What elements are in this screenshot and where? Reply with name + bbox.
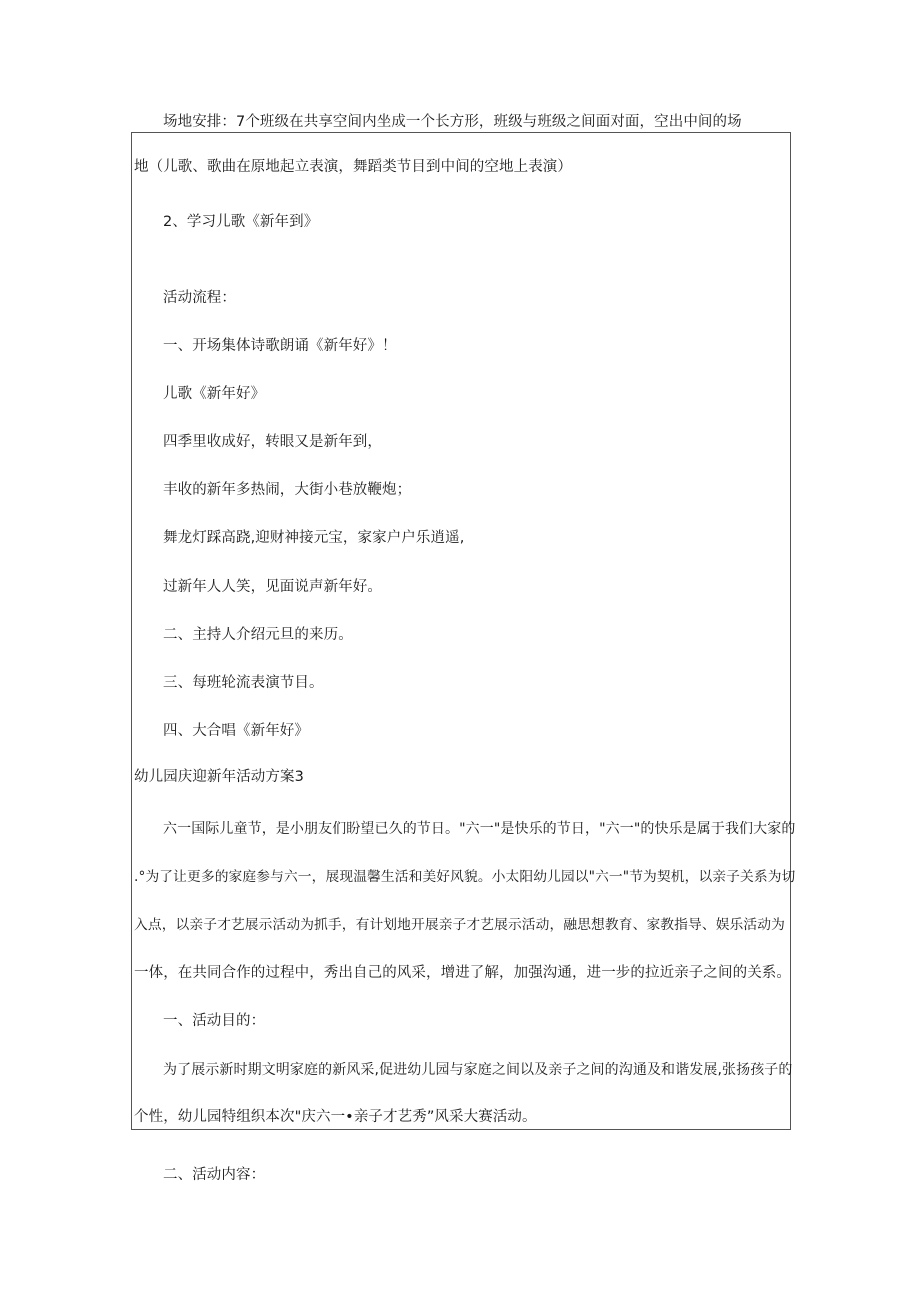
song-verse-2: 丰收的新年多热闹，大街小巷放鞭炮； bbox=[163, 482, 412, 498]
learn-song-heading: 2、学习儿歌《新年到》 bbox=[163, 214, 319, 230]
content-heading: 二、活动内容： bbox=[163, 1167, 266, 1183]
plan-3-title: 幼儿园庆迎新年活动方案3 bbox=[134, 769, 304, 785]
step-four-heading: 四、大合唱《新年好》 bbox=[163, 723, 309, 739]
purpose-paragraph-line-1: 为了展示新时期文明家庭的新风采,促进幼儿园与家庭之间以及亲子之间的沟通及和谐发展,张扬孩子的 bbox=[163, 1062, 793, 1078]
song-verse-3: 舞龙灯踩高跷,迎财神接元宝，家家户户乐逍遥, bbox=[163, 530, 465, 546]
purpose-heading: 一、活动目的： bbox=[163, 1013, 266, 1029]
intro-paragraph-line-3: 入点，以亲子才艺展示活动为抓手，有计划地开展亲子才艺展示活动，融思想教育、家教指导、娱乐活动为 bbox=[134, 917, 785, 933]
purpose-paragraph-line-2: 个性，幼儿园特组织本次"庆六一•亲子才艺秀”风采大赛活动。 bbox=[134, 1109, 537, 1125]
step-two-heading: 二、主持人介绍元旦的来历。 bbox=[163, 627, 353, 643]
venue-arrangement-line-2: 地（儿歌、歌曲在原地起立表演，舞蹈类节目到中间的空地上表演） bbox=[134, 159, 572, 175]
step-one-heading: 一、开场集体诗歌朗诵《新年好》！ bbox=[163, 338, 397, 354]
activity-flow-heading: 活动流程： bbox=[163, 290, 236, 306]
venue-arrangement-line-1: 场地安排：7个班级在共享空间内坐成一个长方形，班级与班级之间面对面，空出中间的场 bbox=[163, 114, 742, 130]
song-title: 儿歌《新年好》 bbox=[163, 386, 266, 402]
intro-paragraph-line-1: 六一国际儿童节，是小朋友们盼望已久的节日。"六一"是快乐的节日，"六一"的快乐是属于我们大家的 bbox=[163, 821, 796, 837]
step-three-heading: 三、每班轮流表演节目。 bbox=[163, 675, 324, 691]
song-verse-1: 四季里收成好，转眼又是新年到， bbox=[163, 434, 382, 450]
song-verse-4: 过新年人人笑，见面说声新年好。 bbox=[163, 579, 382, 595]
intro-paragraph-line-4: 一体，在共同合作的过程中，秀出自己的风采，增进了解，加强沟通，进一步的拉近亲子之间的关系。 bbox=[134, 965, 791, 981]
intro-paragraph-line-2: .°为了让更多的家庭参与六一，展现温馨生活和美好风貌。小太阳幼儿园以"六一"节为契机，以亲子关系为切 bbox=[134, 869, 796, 885]
